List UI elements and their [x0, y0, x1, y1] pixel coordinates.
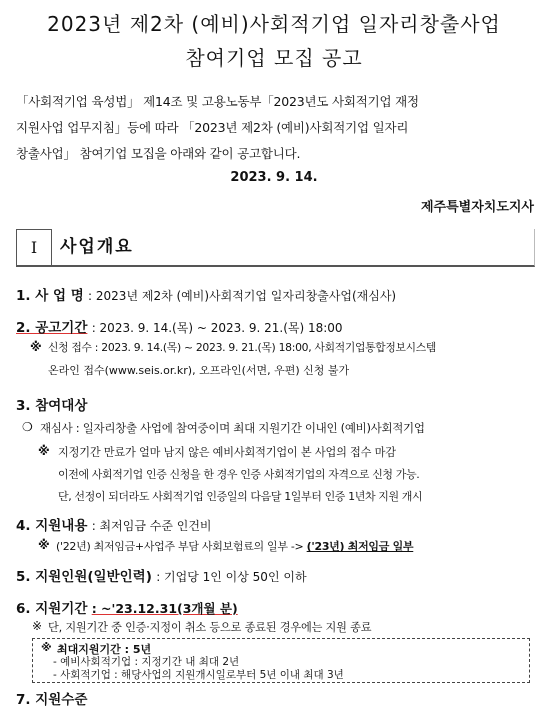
box-title: 최대지원기간 : 5년 — [57, 643, 152, 656]
item-3-note-mark: ※ — [38, 444, 50, 458]
page-title: 2023년 제2차 (예비)사회적기업 일자리창출사업 — [47, 12, 501, 36]
section-header — [16, 229, 535, 267]
item-1-text: : 2023년 제2차 (예비)사회적기업 일자리창출사업(재심사) — [88, 289, 397, 303]
item-4-note-plain: ('22년) 최저임금+사업주 부담 사회보험료의 일부 -> — [56, 540, 304, 553]
item-4-note — [56, 538, 413, 554]
item-7 — [16, 688, 87, 708]
item-7-label: 7. 지원수준 — [16, 692, 88, 708]
item-2 — [16, 316, 343, 336]
issuing-organization: 제주특별자치도지사 — [420, 200, 534, 215]
item-3-text: 재심사 : 일자리창출 사업에 참여중이며 최대 지원기간 이내인 (예비)사회적기업 — [40, 421, 425, 435]
item-4-note-mark: ※ — [38, 538, 50, 552]
section-number: Ⅰ — [16, 229, 52, 266]
box-mark: ※ — [41, 641, 52, 654]
max-support-period-box — [32, 638, 530, 683]
item-3-note-line-2: 이전에 사회적기업 인증 신청을 한 경우 인증 사회적기업의 자격으로 신청 가능. — [58, 468, 420, 481]
item-5 — [16, 565, 307, 585]
item-6-note: 단, 지원기간 중 인증·지정이 취소 등으로 종료된 경우에는 지원 종료 — [48, 621, 372, 634]
item-3-bullet: ❍ — [22, 420, 33, 434]
item-4 — [16, 514, 212, 534]
page-subtitle: 참여기업 모집 공고 — [185, 46, 363, 70]
item-2-text: : 2023. 9. 14.(목) ~ 2023. 9. 21.(목) 18:00 — [91, 321, 343, 335]
item-6-text: : ~'23.12.31(3개월 분) — [91, 601, 238, 616]
item-3-note-line-3: 단, 선정이 되더라도 사회적기업 인증일의 다음달 1일부터 인증 1년차 지원 개시 — [58, 490, 423, 503]
item-1 — [16, 284, 396, 304]
item-6 — [16, 597, 238, 617]
item-3 — [16, 394, 87, 414]
item-2-label: 2. 공고기간 — [16, 320, 88, 336]
item-6-label: 6. 지원기간 — [16, 601, 88, 617]
section-title: 사업개요 — [60, 237, 134, 257]
intro-line-2: 지원사업 업무지침」등에 따라 「2023년 제2차 (예비)사회적기업 일자리 — [16, 120, 409, 135]
item-4-note-bold: ('23년) 최저임금 일부 — [306, 540, 414, 553]
item-2-note-line-1: 신청 접수 : 2023. 9. 14.(목) ~ 2023. 9. 21.(목) 18:00, 사회적기업통합정보시스템 — [48, 341, 437, 354]
box-line-2: - 사회적기업 : 해당사업의 지원개시일로부터 5년 이내 최대 3년 — [53, 669, 344, 681]
intro-line-1: 「사회적기업 육성법」 제14조 및 고용노동부「2023년도 사회적기업 재정 — [16, 94, 419, 109]
announcement-date: 2023. 9. 14. — [230, 170, 318, 185]
item-5-label: 5. 지원인원(일반인력) — [16, 569, 152, 585]
item-4-label: 4. 지원내용 — [16, 518, 88, 534]
item-1-label: 1. 사 업 명 — [16, 288, 84, 304]
item-4-text: : 최저임금 수준 인건비 — [91, 519, 212, 533]
item-6-note-mark: ※ — [32, 619, 43, 633]
item-2-note-mark: ※ — [30, 340, 42, 354]
item-5-text: : 기업당 1인 이상 50인 이하 — [156, 570, 307, 584]
item-3-note-line-1: 지정기간 만료가 얼마 남지 않은 예비사회적기업이 본 사업의 접수 마감 — [58, 446, 396, 459]
item-3-label: 3. 참여대상 — [16, 398, 88, 414]
box-line-1: - 예비사회적기업 : 지정기간 내 최대 2년 — [53, 656, 240, 668]
intro-line-3: 창출사업」 참여기업 모집을 아래와 같이 공고합니다. — [16, 146, 301, 161]
item-2-note-line-2: 온라인 접수(www.seis.or.kr), 오프라인(서면, 우편) 신청 불가 — [48, 364, 350, 377]
